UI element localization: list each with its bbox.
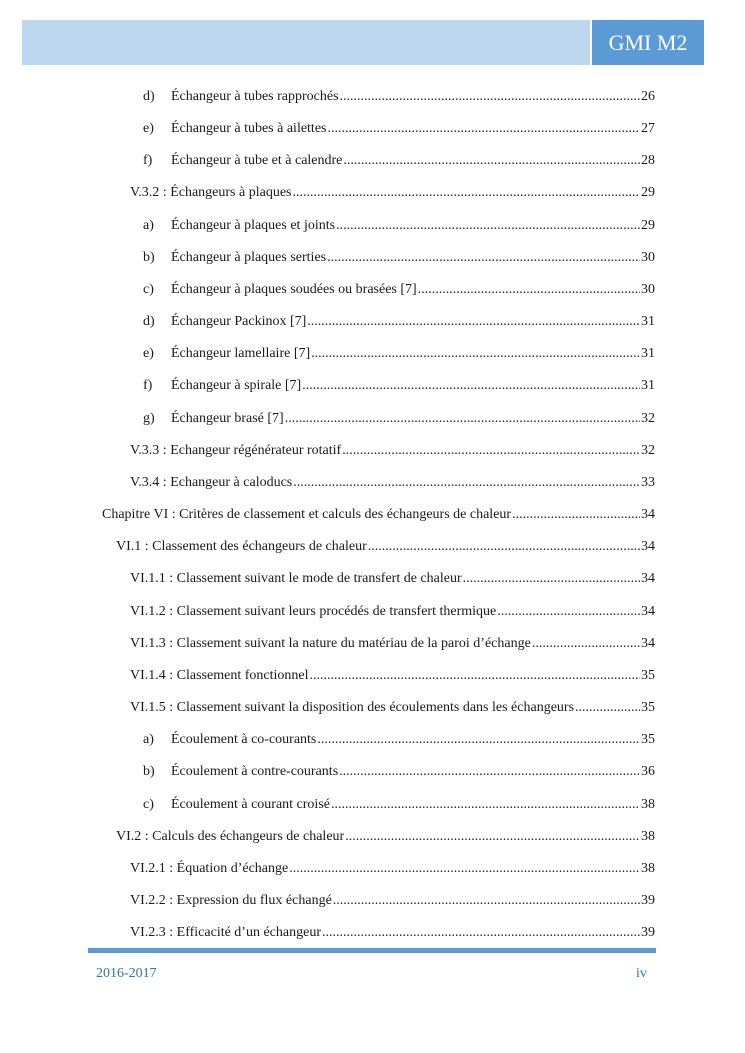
toc-entry[interactable] xyxy=(143,87,655,107)
toc-entry[interactable] xyxy=(143,312,655,332)
toc-leader xyxy=(575,698,640,718)
toc-entry-page: 34 xyxy=(641,507,655,522)
toc-entry-title: Écoulement à co-courants xyxy=(171,732,317,747)
toc-leader xyxy=(343,151,640,171)
toc-entry-page: 28 xyxy=(641,153,655,168)
footer-page-number: iv xyxy=(636,966,647,981)
toc-entry[interactable] xyxy=(130,473,655,493)
toc-entry-page: 32 xyxy=(641,411,655,426)
toc-leader xyxy=(345,827,640,847)
toc-leader xyxy=(331,795,640,815)
toc-leader xyxy=(311,344,640,364)
toc-leader xyxy=(463,569,640,589)
toc-entry-title: Échangeur à plaques soudées ou brasées [7] xyxy=(171,282,417,297)
toc-entry-marker: b) xyxy=(143,250,155,265)
toc-entry-page: 36 xyxy=(641,764,655,779)
toc-entry[interactable] xyxy=(143,409,655,429)
toc-entry-title: VI.1.2 : Classement suivant leurs procédés de transfert thermique xyxy=(130,604,497,619)
toc-entry-page: 39 xyxy=(641,925,655,940)
toc-leader xyxy=(532,634,640,654)
header-band xyxy=(22,20,590,65)
toc-entry-page: 30 xyxy=(641,250,655,265)
toc-entry[interactable] xyxy=(130,698,655,718)
toc-entry-title: Écoulement à contre-courants xyxy=(171,764,339,779)
toc-entry[interactable] xyxy=(130,602,655,622)
toc-entry[interactable] xyxy=(143,216,655,236)
toc-entry-page: 38 xyxy=(641,797,655,812)
toc-entry-title: VI.2 : Calculs des échangeurs de chaleur xyxy=(116,829,345,844)
toc-entry[interactable] xyxy=(130,183,655,203)
toc-leader xyxy=(327,248,640,268)
toc-entry-marker: a) xyxy=(143,732,154,747)
toc-entry-page: 31 xyxy=(641,346,655,361)
toc-entry-marker: b) xyxy=(143,764,155,779)
toc-entry-title: Échangeur à plaques et joints xyxy=(171,218,336,233)
toc-entry-title: VI.1.5 : Classement suivant la disposition des écoulements dans les échangeurs xyxy=(130,700,575,715)
toc-entry-title: Échangeur brasé [7] xyxy=(171,411,284,426)
toc-entry-title: VI.1.1 : Classement suivant le mode de transfert de chaleur xyxy=(130,571,462,586)
toc-entry[interactable] xyxy=(143,762,655,782)
toc-entry-page: 33 xyxy=(641,475,655,490)
toc-leader xyxy=(340,87,640,107)
toc-entry-page: 31 xyxy=(641,314,655,329)
toc-entry[interactable] xyxy=(130,891,655,911)
toc-leader xyxy=(327,119,640,139)
toc-entry[interactable] xyxy=(130,634,655,654)
toc-entry[interactable] xyxy=(130,441,655,461)
toc-entry-title: VI.2.3 : Efficacité d’un échangeur xyxy=(130,925,321,940)
toc-entry-marker: e) xyxy=(143,121,154,136)
toc-entry-marker: d) xyxy=(143,89,155,104)
toc-leader xyxy=(309,666,640,686)
toc-entry[interactable] xyxy=(130,666,655,686)
toc-leader xyxy=(317,730,640,750)
toc-entry-page: 31 xyxy=(641,378,655,393)
toc-leader xyxy=(418,280,640,300)
toc-entry-page: 29 xyxy=(641,218,655,233)
toc-entry-title: VI.2.2 : Expression du flux échangé xyxy=(130,893,332,908)
toc-entry-page: 38 xyxy=(641,829,655,844)
toc-leader xyxy=(339,762,640,782)
toc-entry-marker: g) xyxy=(143,411,155,426)
toc-entry-page: 35 xyxy=(641,732,655,747)
toc-entry-title: VI.1.4 : Classement fonctionnel xyxy=(130,668,309,683)
toc-entry[interactable] xyxy=(143,151,655,171)
toc-entry-page: 34 xyxy=(641,571,655,586)
footer-rule xyxy=(88,948,656,953)
toc-entry[interactable] xyxy=(143,730,655,750)
toc-entry-page: 39 xyxy=(641,893,655,908)
toc-entry-page: 34 xyxy=(641,604,655,619)
toc-entry-page: 29 xyxy=(641,185,655,200)
toc-entry-page: 34 xyxy=(641,539,655,554)
toc-entry-page: 35 xyxy=(641,668,655,683)
toc-entry[interactable] xyxy=(116,827,655,847)
toc-entry[interactable] xyxy=(143,795,655,815)
toc-entry-title: VI.2.1 : Équation d’échange xyxy=(130,861,289,876)
toc-entry-page: 32 xyxy=(641,443,655,458)
toc-entry-title: Échangeur Packinox [7] xyxy=(171,314,307,329)
toc-entry[interactable] xyxy=(116,537,655,557)
toc-entry-title: Échangeur à tubes rapprochés xyxy=(171,89,339,104)
toc-entry-title: V.3.4 : Echangeur à caloducs xyxy=(130,475,293,490)
toc-entry-title: VI.1 : Classement des échangeurs de chaleur xyxy=(116,539,367,554)
toc-entry[interactable] xyxy=(130,859,655,879)
toc-leader xyxy=(497,602,640,622)
toc-entry[interactable] xyxy=(143,248,655,268)
toc-entry-marker: d) xyxy=(143,314,155,329)
toc-entry-marker: e) xyxy=(143,346,154,361)
toc-entry[interactable] xyxy=(102,505,655,525)
toc-leader xyxy=(285,409,640,429)
toc-entry[interactable] xyxy=(143,119,655,139)
toc-entry-title: V.3.2 : Échangeurs à plaques xyxy=(130,185,292,200)
toc-entry[interactable] xyxy=(143,280,655,300)
toc-entry-title: Chapitre VI : Critères de classement et calculs des échangeurs de chaleur xyxy=(102,507,512,522)
toc-entry-title: Échangeur à tube et à calendre xyxy=(171,153,343,168)
toc-leader xyxy=(289,859,640,879)
toc-entry-marker: a) xyxy=(143,218,154,233)
toc-leader xyxy=(342,441,640,461)
toc-entry-title: Échangeur lamellaire [7] xyxy=(171,346,311,361)
toc-leader xyxy=(336,216,640,236)
toc-entry-marker: c) xyxy=(143,797,154,812)
toc-entry-title: Échangeur à tubes à ailettes xyxy=(171,121,327,136)
toc-leader xyxy=(512,505,640,525)
header-badge: GMI M2 xyxy=(592,20,704,65)
toc-entry-page: 34 xyxy=(641,636,655,651)
toc-leader xyxy=(307,312,640,332)
toc-entry-page: 30 xyxy=(641,282,655,297)
toc-entry-page: 27 xyxy=(641,121,655,136)
toc-entry[interactable] xyxy=(143,344,655,364)
toc-leader xyxy=(368,537,640,557)
toc-leader xyxy=(292,183,640,203)
toc-entry[interactable] xyxy=(130,569,655,589)
toc-entry-title: Échangeur à spirale [7] xyxy=(171,378,302,393)
toc-entry-title: Écoulement à courant croisé xyxy=(171,797,330,812)
toc-entry-page: 26 xyxy=(641,89,655,104)
toc-entry-page: 35 xyxy=(641,700,655,715)
toc-entry-title: Échangeur à plaques serties xyxy=(171,250,327,265)
toc-entry-marker: f) xyxy=(143,378,153,393)
toc-entry-title: VI.1.3 : Classement suivant la nature du matériau de la paroi d’échange xyxy=(130,636,531,651)
toc-entry-title: V.3.3 : Echangeur régénérateur rotatif xyxy=(130,443,342,458)
toc-entry-marker: c) xyxy=(143,282,154,297)
toc-entry-page: 38 xyxy=(641,861,655,876)
toc-leader xyxy=(293,473,640,493)
toc-leader xyxy=(302,376,640,396)
footer-year: 2016-2017 xyxy=(96,966,157,981)
toc-entry-marker: f) xyxy=(143,153,153,168)
toc-entry[interactable] xyxy=(143,376,655,396)
toc-leader xyxy=(322,923,640,943)
toc-leader xyxy=(333,891,640,911)
toc-entry[interactable] xyxy=(130,923,655,943)
